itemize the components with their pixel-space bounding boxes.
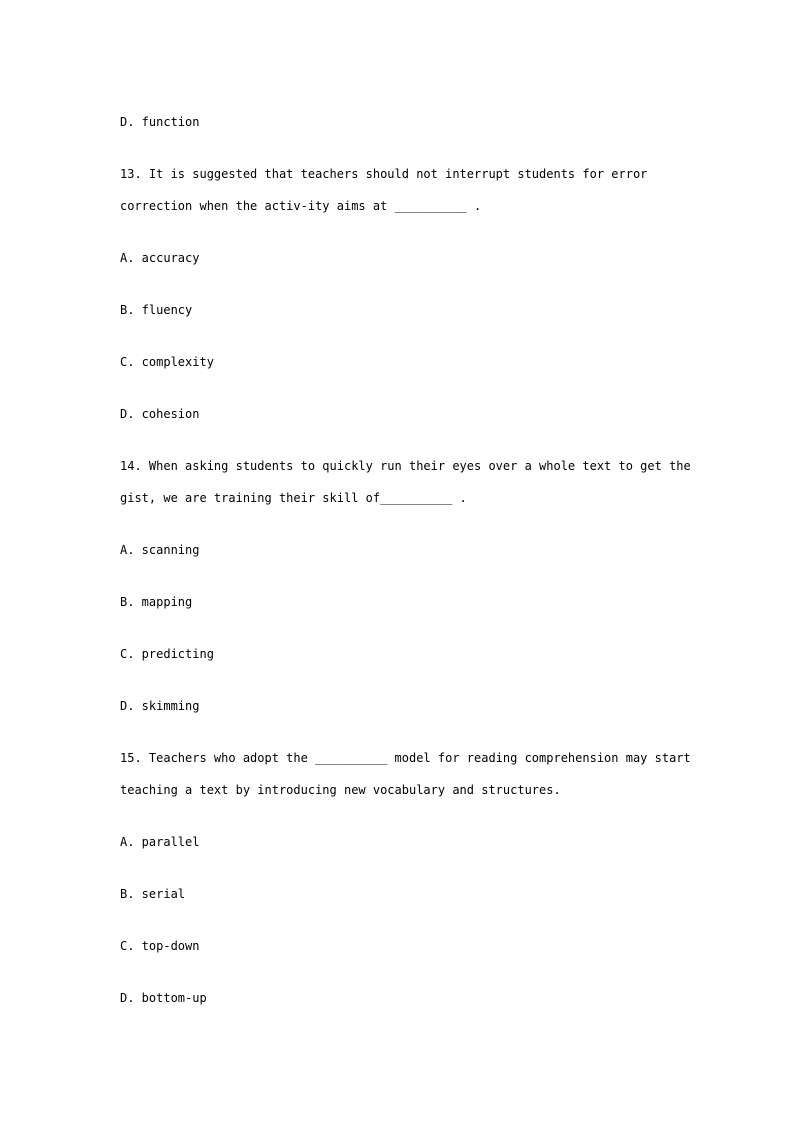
option-14-b: B. mapping — [120, 595, 193, 609]
question-14-text-line-2: gist, we are training their skill of__________ . — [120, 491, 467, 505]
option-15-a: A. parallel — [120, 835, 200, 849]
question-13-text-line-1: 13. It is suggested that teachers should not interrupt students for error — [120, 167, 648, 181]
option-13-a: A. accuracy — [120, 251, 200, 265]
option-13-b: B. fluency — [120, 303, 193, 317]
question-15-text-line-1: 15. Teachers who adopt the __________ model for reading comprehension may start — [120, 751, 691, 765]
option-14-a: A. scanning — [120, 543, 200, 557]
question-13-text-line-2: correction when the activ-ity aims at __________ . — [120, 199, 482, 213]
option-13-c: C. complexity — [120, 355, 214, 369]
option-15-b: B. serial — [120, 887, 186, 901]
option-12-d: D. function — [120, 115, 200, 129]
option-14-c: C. predicting — [120, 647, 214, 661]
option-15-c: C. top-down — [120, 939, 200, 953]
option-13-d: D. cohesion — [120, 407, 200, 421]
question-14-text-line-1: 14. When asking students to quickly run their eyes over a whole text to get the — [120, 459, 691, 473]
option-15-d: D. bottom-up — [120, 991, 207, 1005]
question-15-text-line-2: teaching a text by introducing new vocabulary and structures. — [120, 783, 561, 797]
option-14-d: D. skimming — [120, 699, 200, 713]
